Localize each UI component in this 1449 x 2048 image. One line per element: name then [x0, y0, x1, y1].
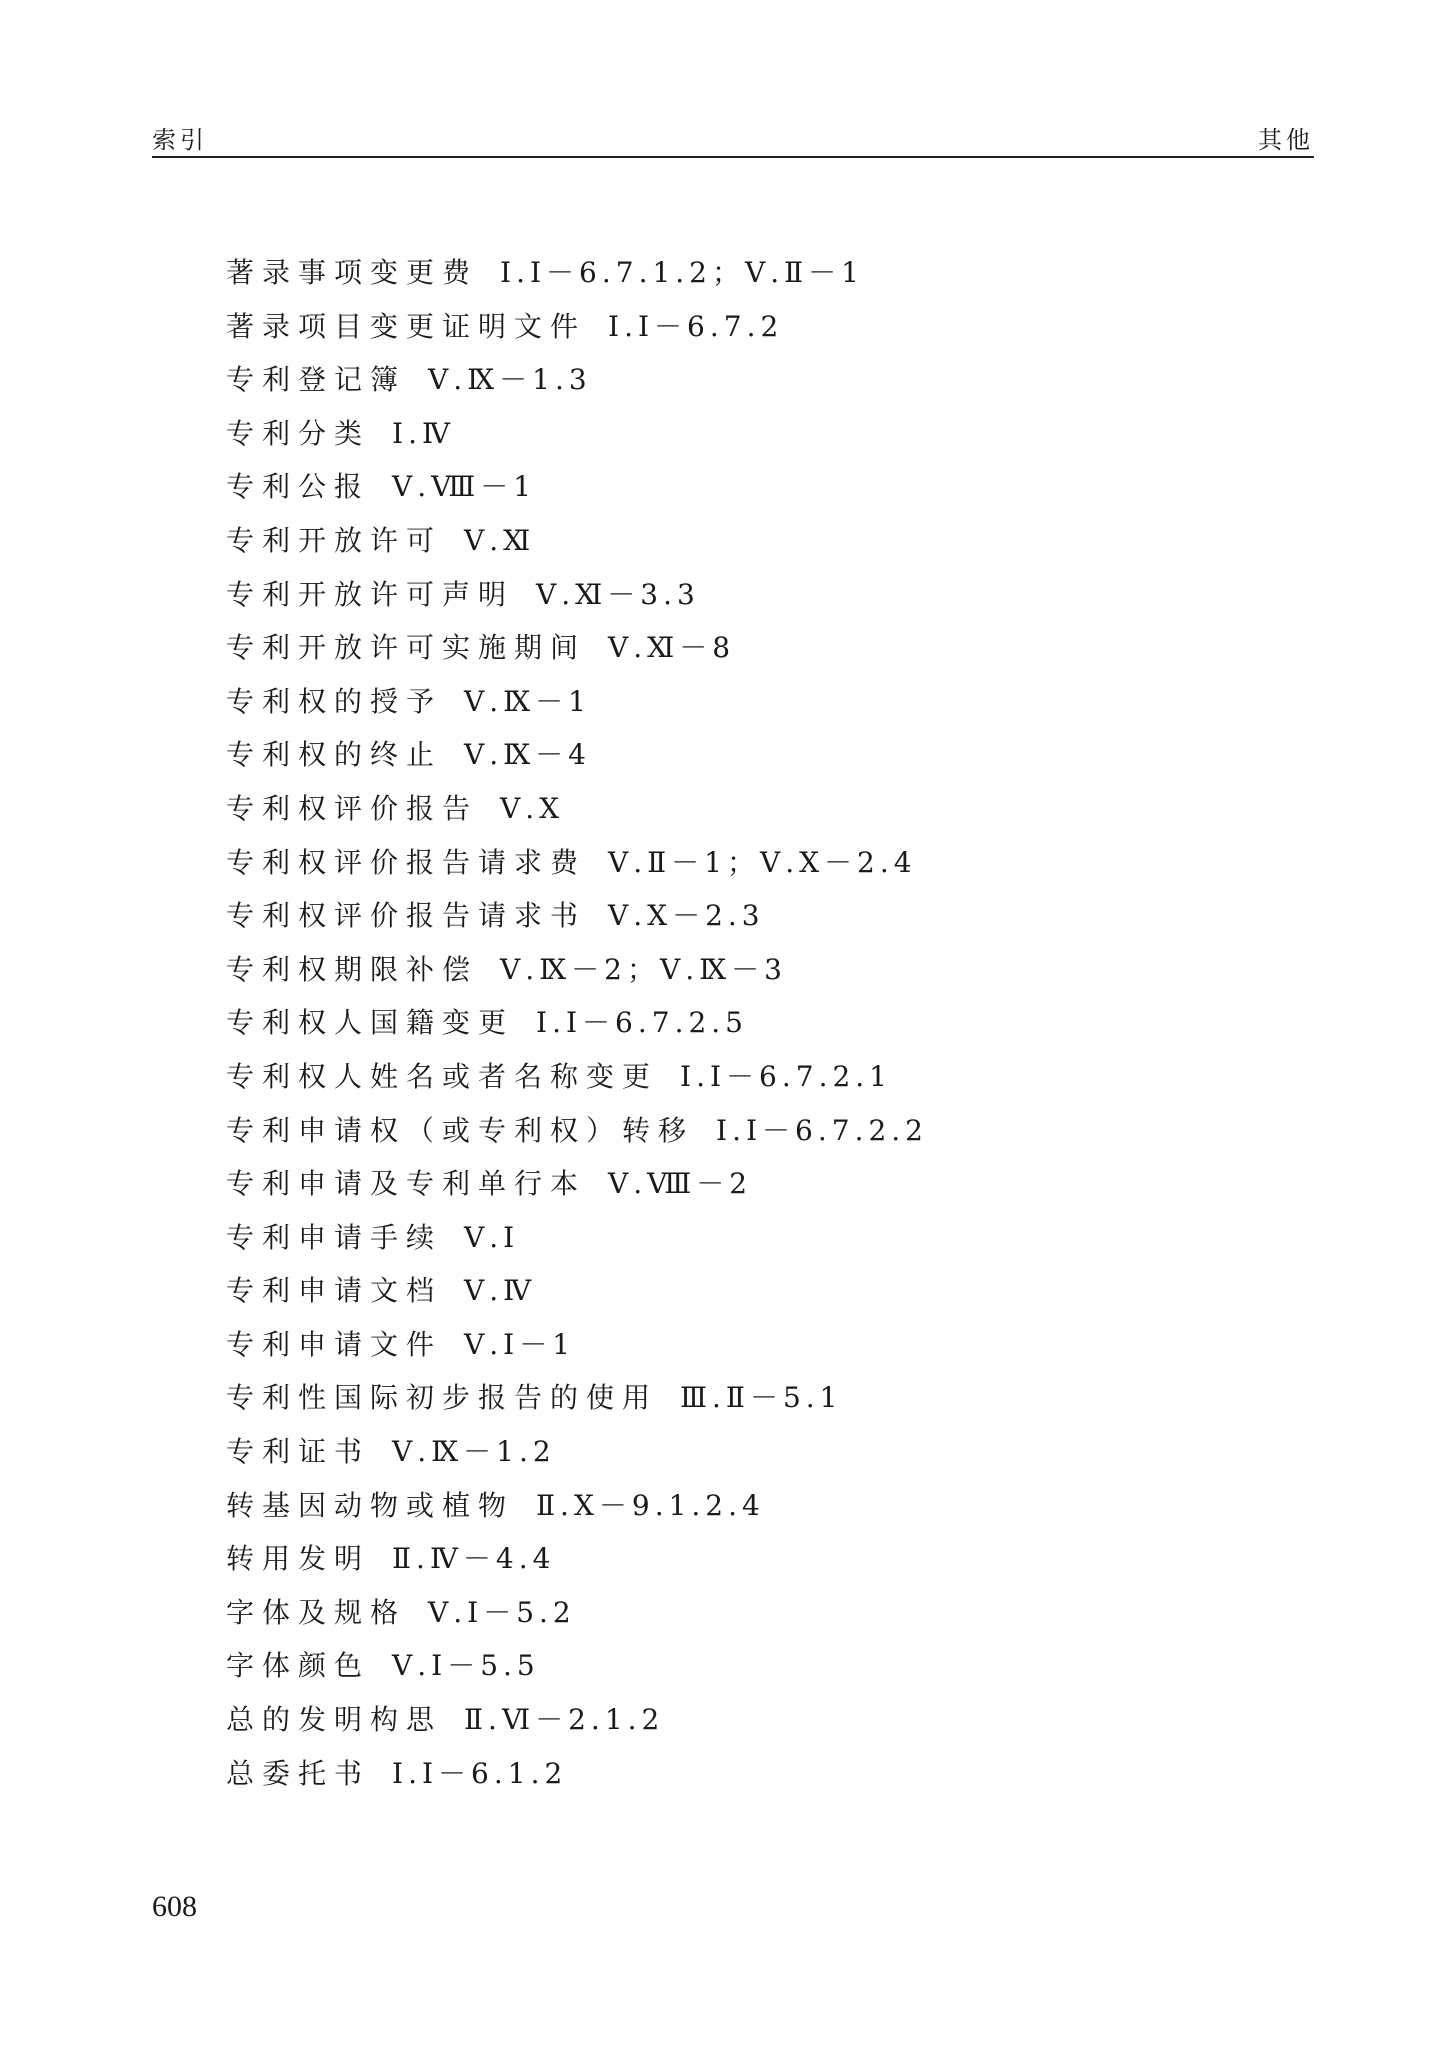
- index-reference: Ⅴ.Ⅰ: [464, 1220, 520, 1254]
- index-entry: [226, 1050, 1276, 1104]
- index-reference: Ⅴ.Ⅱ－1；Ⅴ.Ⅹ－2.4: [608, 845, 917, 879]
- index-reference: Ⅰ.Ⅳ: [392, 416, 455, 450]
- index-entry: [226, 728, 1276, 782]
- index-term: 总委托书: [226, 1756, 371, 1790]
- index-entry: [226, 889, 1276, 943]
- index-entry: [226, 1264, 1276, 1318]
- index-entry: [226, 407, 1276, 461]
- header-category: 其他: [1258, 126, 1314, 154]
- index-term: 专利开放许可实施期间: [226, 631, 587, 665]
- index-entry-list: [226, 246, 1276, 1800]
- index-reference: Ⅴ.Ⅷ－2: [608, 1167, 753, 1201]
- index-entry: [226, 1211, 1276, 1265]
- index-reference: Ⅴ.Ⅺ－8: [608, 631, 736, 665]
- index-term: 专利申请及专利单行本: [226, 1167, 587, 1201]
- index-reference: Ⅴ.Ⅰ－5.2: [428, 1595, 576, 1629]
- index-reference: Ⅰ.Ⅰ－6.7.2.1: [680, 1059, 892, 1093]
- index-reference: Ⅰ.Ⅰ－6.7.1.2；Ⅴ.Ⅱ－1: [500, 256, 864, 289]
- index-entry: [226, 836, 1276, 890]
- index-entry: [226, 1639, 1276, 1693]
- index-term: 专利权评价报告请求书: [226, 899, 587, 933]
- index-entry: [226, 1747, 1276, 1801]
- page-number: 608: [152, 1890, 197, 1923]
- index-entry: [226, 1479, 1276, 1533]
- index-entry: [226, 1318, 1276, 1372]
- index-reference: Ⅴ.Ⅹ－2.3: [608, 899, 765, 933]
- index-reference: Ⅴ.Ⅺ: [464, 523, 536, 557]
- index-term: 专利权人国籍变更: [226, 1006, 515, 1040]
- index-term: 专利公报: [226, 470, 371, 504]
- index-entry: [226, 675, 1276, 729]
- index-reference: Ⅲ.Ⅱ－5.1: [680, 1381, 843, 1415]
- index-term: 专利登记簿: [226, 363, 407, 397]
- index-entry: [226, 460, 1276, 514]
- index-entry: [226, 514, 1276, 568]
- index-entry: [226, 996, 1276, 1050]
- index-entry: [226, 943, 1276, 997]
- index-term: 著录项目变更证明文件: [226, 309, 587, 343]
- index-entry: [226, 1371, 1276, 1425]
- index-entry: [226, 1532, 1276, 1586]
- index-term: 专利权期限补偿: [226, 952, 479, 986]
- index-entry: [226, 1425, 1276, 1479]
- index-entry: [226, 568, 1276, 622]
- index-reference: Ⅰ.Ⅰ－6.1.2: [392, 1756, 568, 1790]
- index-reference: Ⅴ.Ⅸ－2；Ⅴ.Ⅸ－3: [500, 952, 787, 986]
- index-reference: Ⅴ.Ⅸ－1.2: [392, 1435, 556, 1469]
- index-term: 专利申请文档: [226, 1274, 443, 1308]
- index-term: 专利申请权（或专利权）转移: [226, 1113, 695, 1147]
- index-entry: [226, 621, 1276, 675]
- index-reference: Ⅴ.Ⅸ－1: [464, 684, 591, 718]
- header-section-title: 索引: [152, 126, 208, 154]
- index-term: 专利开放许可: [226, 523, 443, 557]
- index-entry: [226, 1104, 1276, 1158]
- index-reference: Ⅰ.Ⅰ－6.7.2.5: [536, 1006, 748, 1040]
- index-reference: Ⅱ.Ⅵ－2.1.2: [464, 1703, 665, 1737]
- index-term: 字体及规格: [226, 1595, 407, 1629]
- index-term: 总的发明构思: [226, 1703, 443, 1737]
- index-term: 专利申请手续: [226, 1220, 443, 1254]
- index-term: 专利权人姓名或者名称变更: [226, 1059, 659, 1093]
- index-term: 专利申请文件: [226, 1327, 443, 1361]
- index-term: 专利权的终止: [226, 738, 443, 772]
- index-term: 专利权的授予: [226, 684, 443, 718]
- index-reference: Ⅴ.Ⅳ: [464, 1274, 537, 1308]
- index-reference: Ⅱ.Ⅳ－4.4: [392, 1542, 556, 1576]
- index-term: 专利权评价报告: [226, 791, 479, 825]
- index-entry: [226, 353, 1276, 407]
- index-entry: [226, 300, 1276, 354]
- page-header: [152, 116, 1314, 158]
- index-term: 转基因动物或植物: [226, 1488, 515, 1522]
- index-reference: Ⅴ.Ⅸ－4: [464, 738, 591, 772]
- index-reference: Ⅰ.Ⅰ－6.7.2: [608, 309, 784, 343]
- index-term: 转用发明: [226, 1542, 371, 1576]
- index-entry: [226, 782, 1276, 836]
- index-term: 专利开放许可声明: [226, 577, 515, 611]
- index-reference: Ⅴ.Ⅰ－1: [464, 1327, 576, 1361]
- index-term: 著录事项变更费: [226, 256, 479, 289]
- index-entry: [226, 1157, 1276, 1211]
- index-reference: Ⅴ.Ⅺ－3.3: [536, 577, 700, 611]
- index-term: 专利分类: [226, 416, 371, 450]
- index-term: 专利权评价报告请求费: [226, 845, 587, 879]
- index-entry: [226, 246, 1276, 300]
- index-reference: Ⅴ.Ⅹ: [500, 791, 565, 825]
- index-reference: Ⅰ.Ⅰ－6.7.2.2: [716, 1113, 928, 1147]
- index-entry: [226, 1693, 1276, 1747]
- index-reference: Ⅴ.Ⅷ－1: [392, 470, 537, 504]
- index-term: 字体颜色: [226, 1649, 371, 1683]
- index-reference: Ⅱ.Ⅹ－9.1.2.4: [536, 1488, 765, 1522]
- index-term: 专利性国际初步报告的使用: [226, 1381, 659, 1415]
- index-reference: Ⅴ.Ⅸ－1.3: [428, 363, 592, 397]
- index-entry: [226, 1586, 1276, 1640]
- index-reference: Ⅴ.Ⅰ－5.5: [392, 1649, 540, 1683]
- index-term: 专利证书: [226, 1435, 371, 1469]
